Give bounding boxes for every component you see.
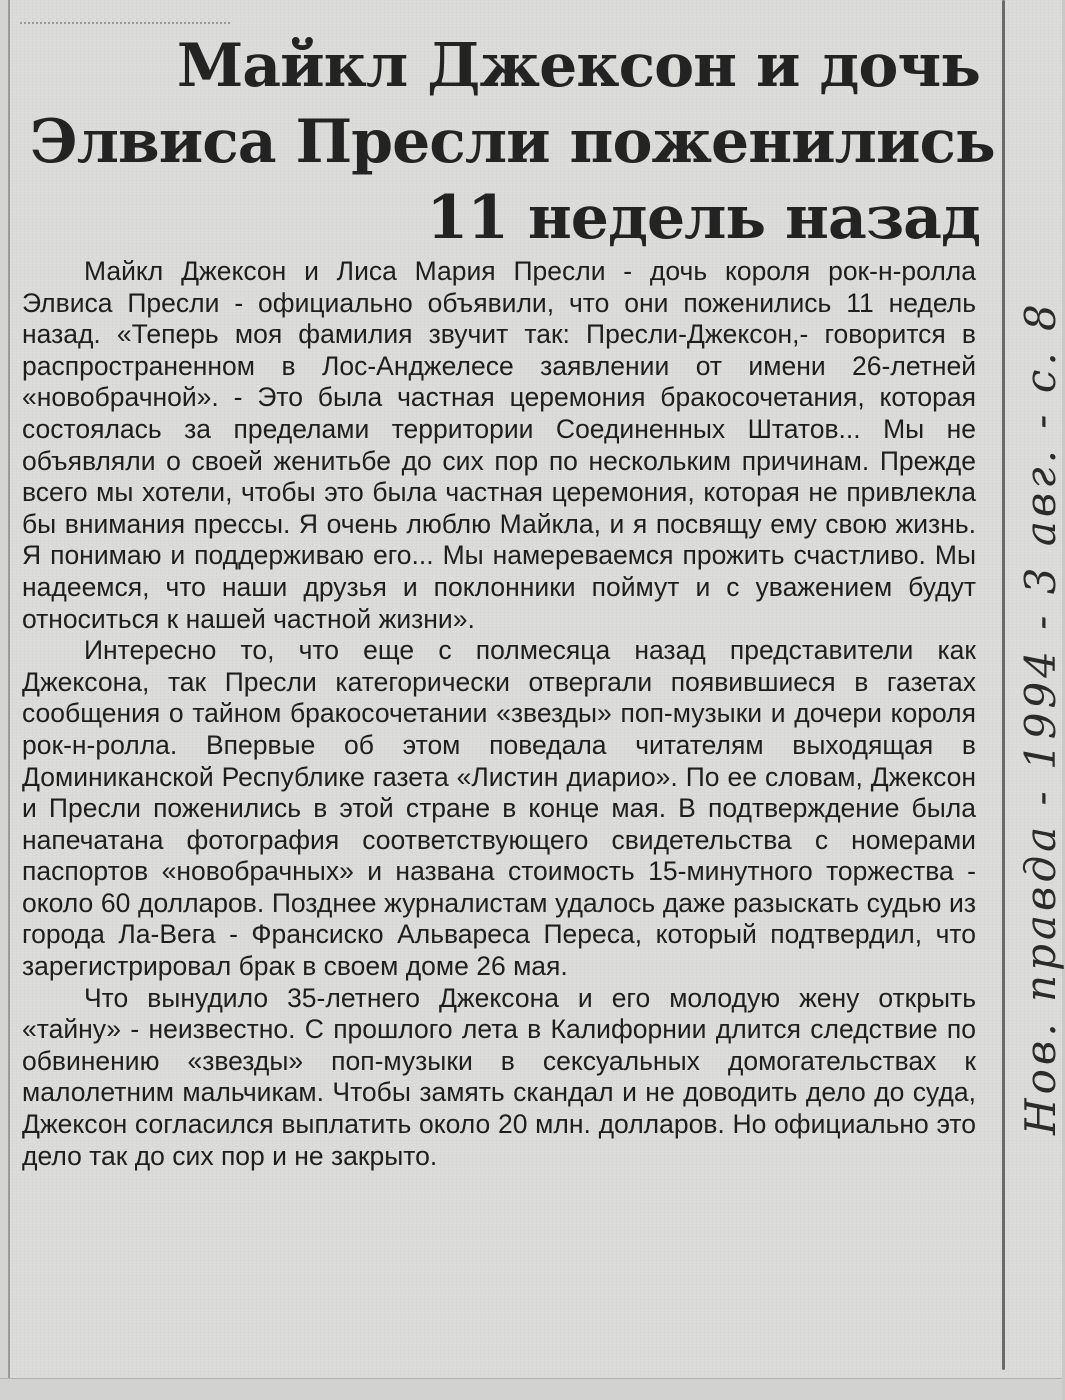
page-border-line: [1002, 0, 1005, 1370]
clipping-bottom-edge: [0, 1378, 1062, 1400]
article-paragraph-1: Майкл Джексон и Лиса Мария Пресли - дочь короля рок-н-ролла Элвиса Пресли - официально объявили, что они поженились 11 недель назад. «Теперь моя фамилия звучит так: Пресли-Джексон,- говорится в распространенном в Лос-Анджелесе заявлении от имени 26-летней «новобрачной». - Это была частная церемония бракосочетания, которая состоялась за пределами территории Соединенных Штатов... Мы не объявляли о своей женитьбе до сих пор по нескольким причинам. Прежде всего мы хотели, чтобы это была частная церемония, которая не привлекла бы внимания прессы. Я очень люблю Майкла, и я посвящу ему свою жизнь. Я понимаю и поддерживаю его... Мы намереваемся прожить счастливо. Мы надеемся, что наши друзья и поклонники поймут и с уважением будут относиться к нашей частной жизни».: [22, 256, 976, 634]
article-paragraph-2: Интересно то, что еще с полмесяца назад представители как Джексона, так Пресли категорически отвергали появившиеся в газетах сообщения о тайном бракосочетании «звезды» поп-музыки и дочери короля рок-н-ролла. Впервые об этом поведала читателям выходящая в Доминиканской Республике газета «Листин диарио». По ее словам, Джексон и Пресли поженились в этой стране в конце мая. В подтверждение была напечатана фотография соответствующего свидетельства с номерами паспортов «новобрачных» и названа стоимость 15-минутного торжества - около 60 долларов. Позднее журналистам удалось даже разыскать судью из города Ла-Вега - Франсиско Альвареса Переса, который подтвердил, что зарегистрировал брак в своем доме 26 мая.: [22, 635, 976, 982]
article-paragraph-3: Что вынудило 35-летнего Джексона и его молодую жену открыть «тайну» - неизвестно. С прошлого лета в Калифорнии длится следствие по обвинению «звезды» поп-музыки в сексуальных домогательствах к малолетним мальчикам. Чтобы замять скандал и не доводить дело до суда, Джексон согласился выплатить около 20 млн. долларов. Но официально это дело так до сих пор и не закрыто.: [22, 982, 976, 1171]
headline-line-3: 11 недель назад: [426, 183, 980, 253]
handwritten-margin-note: [1010, 300, 1065, 1390]
headline: [30, 28, 995, 256]
article-body: [22, 256, 976, 1172]
dotted-rule: [20, 22, 230, 24]
clipping-left-edge: [0, 0, 10, 1399]
headline-line-2: Элвиса Пресли поженились: [30, 107, 995, 177]
headline-line-1: Майкл Джексон и дочь: [176, 31, 980, 101]
handwritten-note-text: Нов. правда - 1994 - 3 авг. - с. 8: [1016, 300, 1065, 1135]
